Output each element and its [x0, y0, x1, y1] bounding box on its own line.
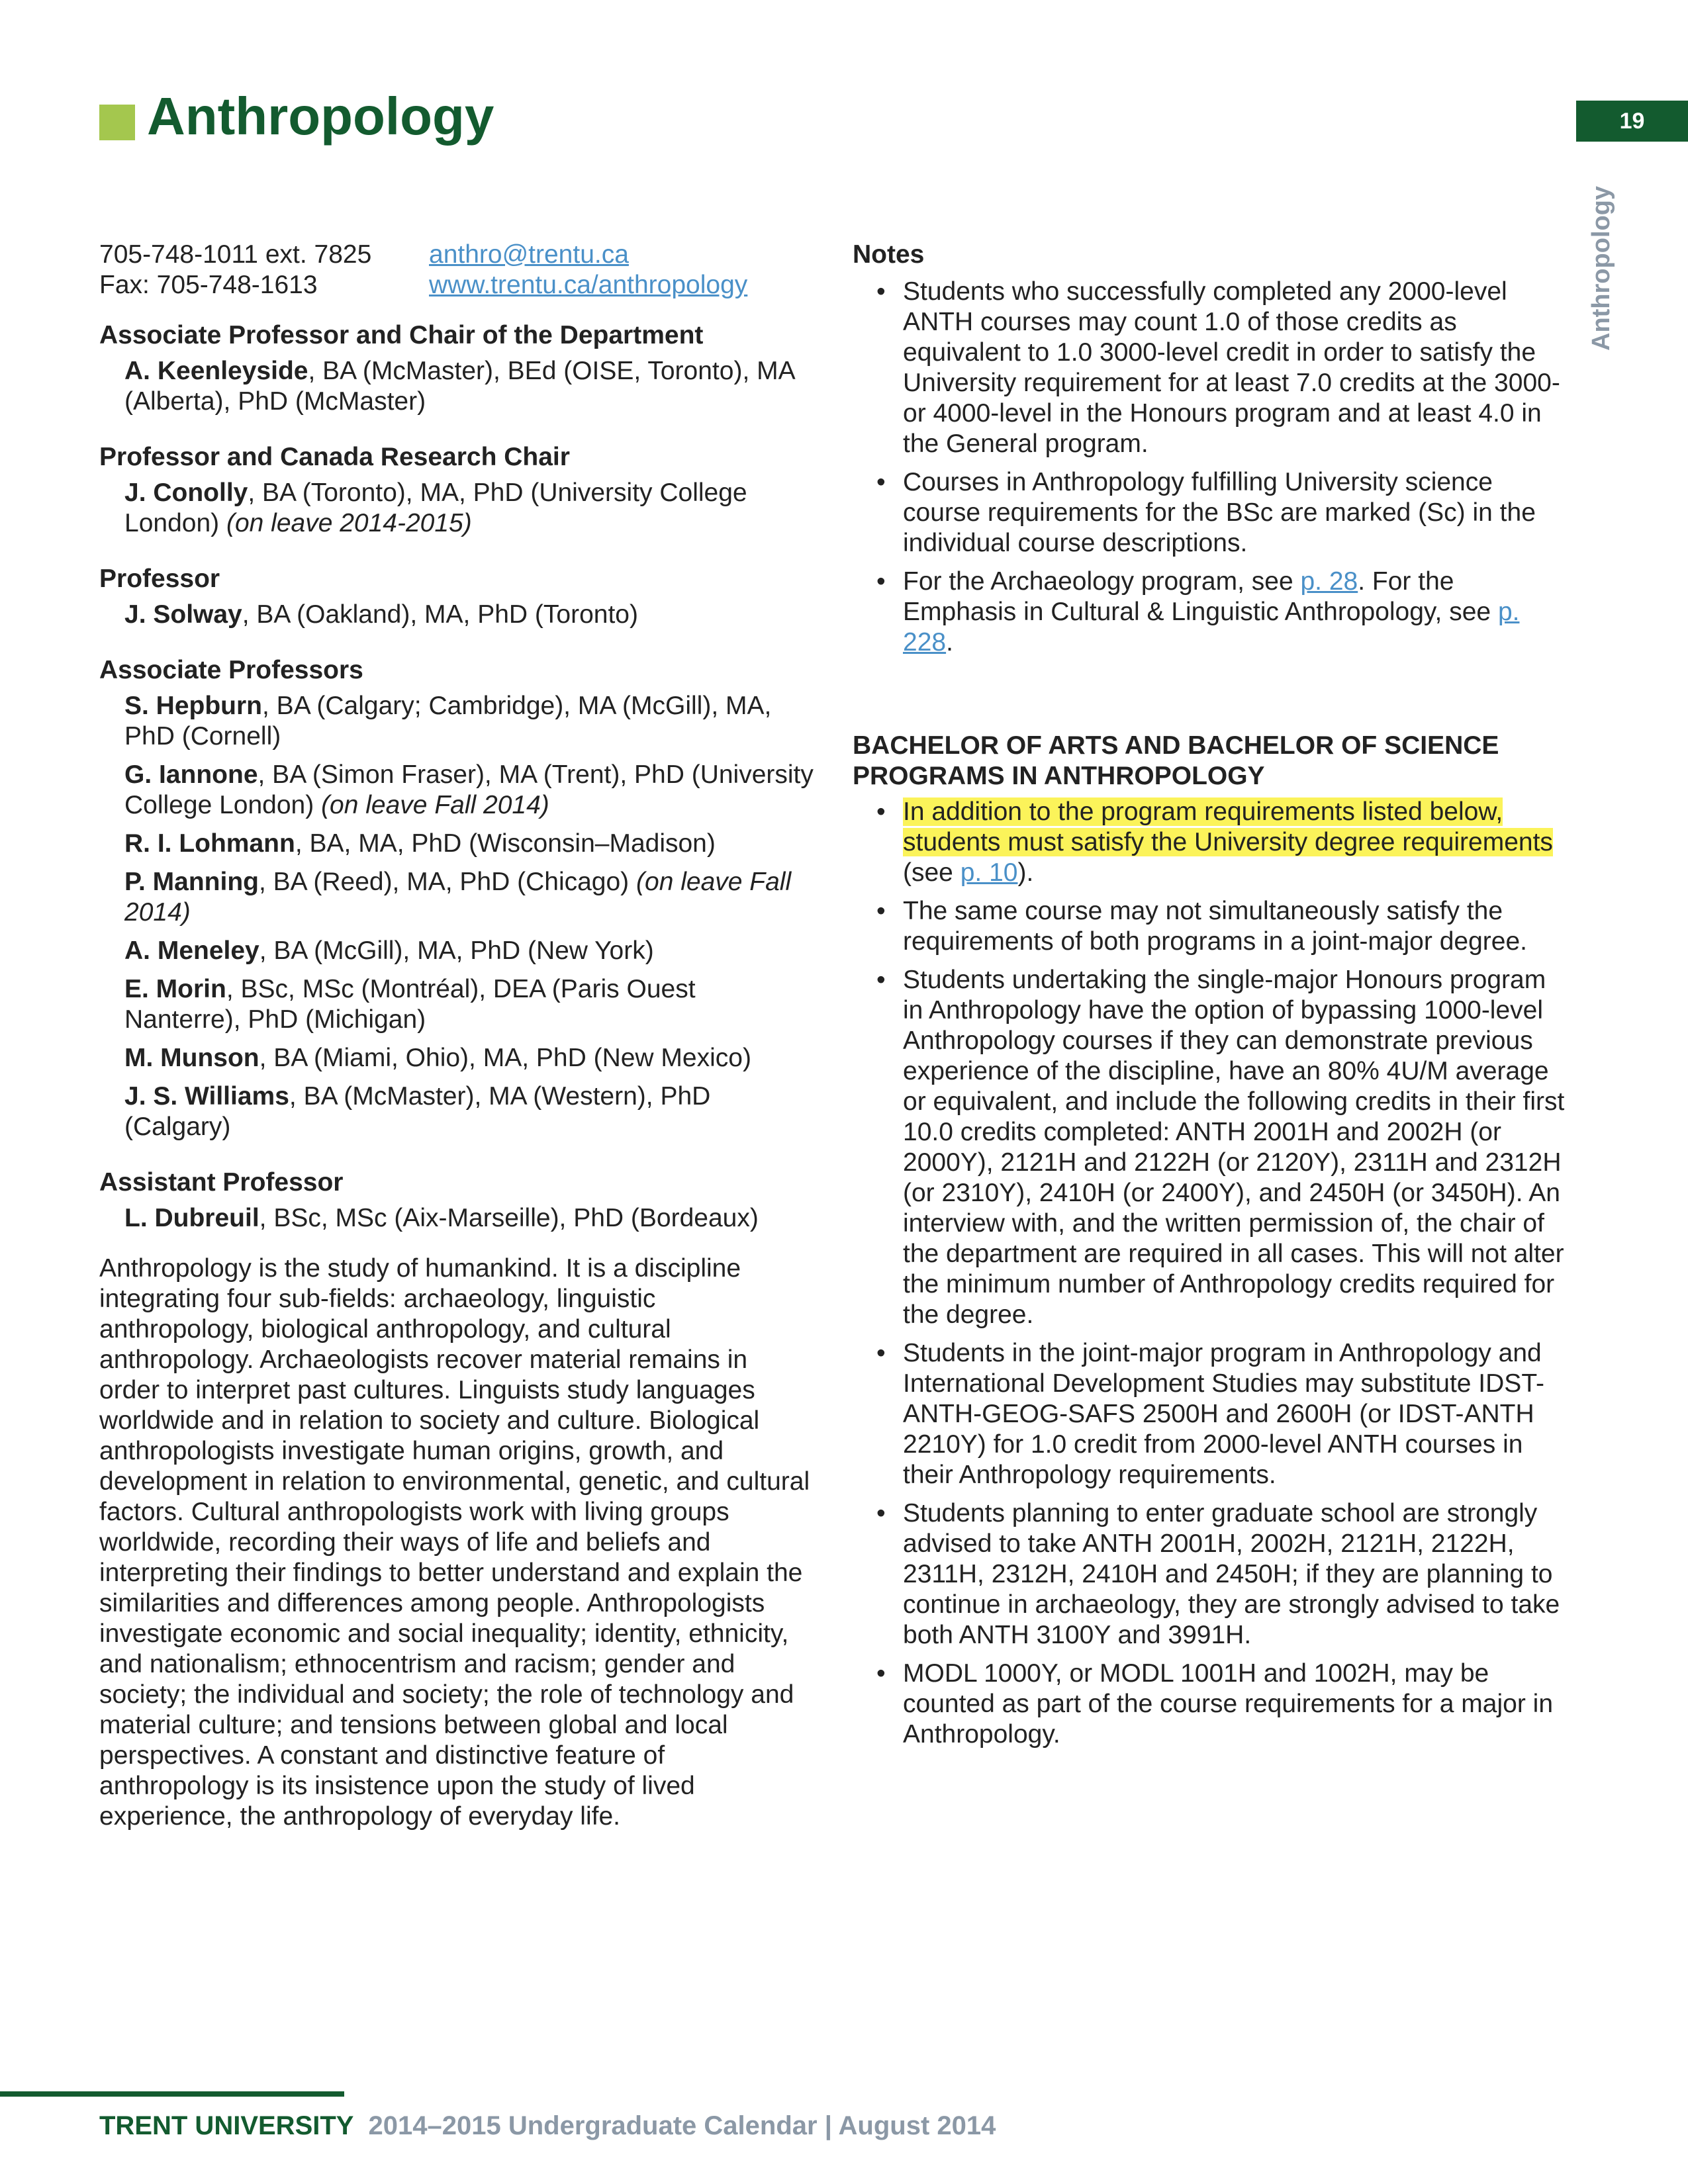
list-item: • Students in the joint-major program in Anthropology and International Development Studies may substitute IDST-ANTH-GEOG-SAFS 2500H and 2600H (or IDST-ANTH 2210Y) for 1.0 credit from 2000-level ANTH courses in their Anthropology requirements. — [853, 1338, 1568, 1490]
chair-heading: Associate Professor and Chair of the Department — [99, 321, 704, 349]
programs-heading: BACHELOR OF ARTS AND BACHELOR OF SCIENCE PROGRAMS IN ANTHROPOLOGY — [853, 731, 1499, 790]
faculty-degrees: , BSc, MSc (Montréal), DEA (Paris Ouest Nanterre), PhD (Michigan) — [124, 975, 696, 1034]
contact-phone-row — [99, 240, 814, 270]
crc-heading: Professor and Canada Research Chair — [99, 443, 570, 471]
faculty-entry — [124, 1043, 814, 1073]
page-number-badge: 19 — [1576, 101, 1688, 142]
notes-list — [853, 277, 1568, 658]
footer-rule — [0, 2091, 344, 2097]
left-column — [99, 240, 814, 1832]
title-accent-square — [99, 105, 135, 140]
faculty-name: J. Solway — [124, 600, 242, 629]
faculty-entry — [124, 974, 814, 1035]
faculty-entry — [124, 936, 814, 966]
faculty-degrees: , BA (McMaster), MA (Western), PhD (Calgary) — [124, 1082, 711, 1141]
faculty-entry — [124, 1203, 814, 1234]
faculty-entry — [124, 478, 814, 539]
website-link[interactable]: www.trentu.ca/anthropology — [429, 271, 748, 299]
faculty-leave-note: (on leave Fall 2014) — [321, 791, 549, 819]
footer — [99, 2111, 996, 2141]
list-item: • The same course may not simultaneously satisfy the requirements of both programs in a joint-major degree. — [853, 896, 1568, 957]
faculty-degrees: , BA (McGill), MA, PhD (New York) — [259, 936, 654, 965]
faculty-degrees: , BA (Miami, Ohio), MA, PhD (New Mexico) — [259, 1044, 751, 1072]
faculty-degrees: , BA (Reed), MA, PhD (Chicago) — [258, 868, 637, 896]
faculty-entry — [124, 356, 814, 417]
faculty-degrees: , BA (Toronto), MA, PhD (University College London) — [124, 478, 747, 537]
fax-number: Fax: 705-748-1613 — [99, 271, 318, 299]
degree-requirements-page-link[interactable]: p. 10 — [960, 858, 1018, 887]
assistant-professor-heading: Assistant Professor — [99, 1168, 344, 1197]
faculty-name: M. Munson — [124, 1044, 259, 1072]
faculty-name: E. Morin — [124, 975, 226, 1003]
list-item: • Students who successfully completed any 2000-level ANTH courses may count 1.0 of those credits as equivalent to 1.0 3000-level credit in order to satisfy the University requirement for at least 7.0 credits at the 3000- or 4000-level in the Honours program and at least 4.0 in the General program. — [853, 277, 1568, 459]
faculty-leave-note: (on leave Fall 2014) — [124, 868, 792, 927]
side-section-label — [1587, 172, 1667, 371]
program-text: (see — [903, 858, 961, 887]
note-text: For the Archaeology program, see — [903, 567, 1301, 596]
contact-fax-row — [99, 270, 814, 300]
faculty-name: P. Manning — [124, 868, 259, 896]
footer-university: TRENT UNIVERSITY — [99, 2111, 354, 2140]
faculty-entry — [124, 829, 814, 859]
programs-list — [853, 797, 1568, 1750]
faculty-name: A. Keenleyside — [124, 357, 308, 385]
side-section-label-text: Anthropology — [1587, 185, 1615, 351]
faculty-name: G. Iannone — [124, 760, 258, 789]
faculty-name: S. Hepburn — [124, 692, 263, 720]
list-item: • Courses in Anthropology fulfilling University science course requirements for the BSc are marked (Sc) in the individual course descriptions. — [853, 467, 1568, 559]
right-column — [853, 240, 1568, 1758]
note-text: . — [946, 628, 953, 657]
faculty-name: R. I. Lohmann — [124, 829, 295, 858]
list-item: • Students undertaking the single-major Honours program in Anthropology have the option of bypassing 1000-level Anthropology courses if they can demonstrate previous experience of the discipline, have an 80% 4U/M average or equivalent, and include the following credits in their first 10.0 credits completed: ANTH 2001H and 2002H (or 2000Y), 2121H and 2122H (or 2120Y), 2311H and 2312H (or 2310Y), 2410H (or 2400Y), and 2450H (or 3450H). An interview with, and the written permission of, the chair of the department are required in all cases. This will not alter the minimum number of Anthropology credits required for the degree. — [853, 965, 1568, 1330]
faculty-name: J. S. Williams — [124, 1082, 289, 1111]
faculty-name: A. Meneley — [124, 936, 259, 965]
notes-heading: Notes — [853, 240, 925, 269]
phone-number: 705-748-1011 ext. 7825 — [99, 240, 372, 269]
list-item: • Students planning to enter graduate school are strongly advised to take ANTH 2001H, 2002H, 2121H, 2122H, 2311H, 2312H, 2410H and 2450H; if they are planning to continue in archaeology, they are strongly advised to take both ANTH 3100Y and 3991H. — [853, 1498, 1568, 1651]
list-item: • MODL 1000Y, or MODL 1001H and 1002H, may be counted as part of the course requirements for a major in Anthropology. — [853, 1659, 1568, 1750]
faculty-degrees: , BA (Calgary; Cambridge), MA (McGill), MA, PhD (Cornell) — [124, 692, 772, 751]
faculty-entry — [124, 600, 814, 630]
faculty-entry — [124, 691, 814, 752]
faculty-degrees: , BSc, MSc (Aix-Marseille), PhD (Bordeaux) — [259, 1204, 759, 1232]
page-title: Anthropology — [147, 87, 494, 146]
archaeology-page-link[interactable]: p. 28 — [1300, 567, 1358, 596]
faculty-entry — [124, 867, 814, 928]
emphasis-page-link[interactable]: p. 228 — [903, 598, 1520, 657]
faculty-entry — [124, 760, 814, 821]
faculty-entry — [124, 1081, 814, 1142]
faculty-name: L. Dubreuil — [124, 1204, 259, 1232]
note-text: . For the Emphasis in Cultural & Linguistic Anthropology, see — [903, 567, 1498, 626]
faculty-degrees: , BA (Simon Fraser), MA (Trent), PhD (University College London) — [124, 760, 814, 819]
program-text: ). — [1017, 858, 1034, 887]
faculty-leave-note: (on leave 2014-2015) — [226, 509, 472, 537]
footer-calendar: 2014–2015 Undergraduate Calendar | August 2014 — [368, 2111, 996, 2140]
associate-professors-heading: Associate Professors — [99, 656, 363, 684]
faculty-degrees: , BA (McMaster), BEd (OISE, Toronto), MA (Alberta), PhD (McMaster) — [124, 357, 794, 416]
email-link[interactable]: anthro@trentu.ca — [429, 240, 629, 269]
list-item — [853, 567, 1568, 658]
faculty-degrees: , BA, MA, PhD (Wisconsin–Madison) — [295, 829, 716, 858]
intro-paragraph: Anthropology is the study of humankind. It is a discipline integrating four sub-fields: archaeology, linguistic anthropology, biological anthropology, and cultural anthropology. Archaeologists recover material remains in order to interpret past cultures. Linguists study languages worldwide and in relation to society and culture. Biological anthropologists investigate human origins, growth, and development in relation to environmental, genetic, and cultural factors. Cultural anthropologists work with living groups worldwide, recording their ways of life and beliefs and interpreting their findings to better understand and explain the similarities and differences among people. Anthropologists investigate economic and social inequality; identity, ethnicity, and nationalism; ethnocentrism and racism; gender and society; the individual and society; the role of technology and material culture; and tensions between global and local perspectives. A constant and distinctive feature of anthropology is its insistence upon the study of lived experience, the anthropology of everyday life. — [99, 1254, 810, 1831]
faculty-degrees: , BA (Oakland), MA, PhD (Toronto) — [242, 600, 638, 629]
professor-heading: Professor — [99, 565, 220, 593]
highlighted-text: In addition to the program requirements listed below, students must satisfy the University degree requirements — [903, 797, 1553, 856]
faculty-name: J. Conolly — [124, 478, 248, 507]
list-item — [853, 797, 1568, 888]
